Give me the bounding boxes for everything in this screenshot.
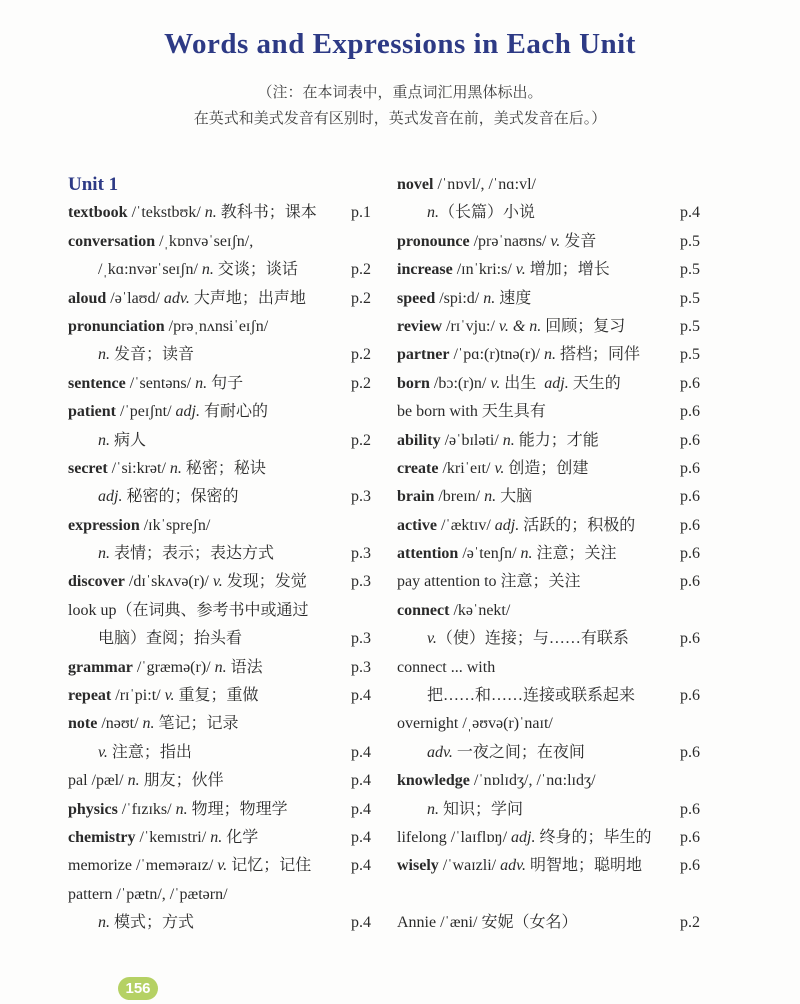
vocab-line: [397, 824, 700, 852]
vocab-line: [397, 767, 700, 795]
page-ref: p.5: [680, 289, 700, 307]
vocab-line: [68, 256, 371, 284]
entry-text: n. 知识；学问: [427, 800, 524, 818]
vocab-line: [397, 909, 700, 937]
vocab-line: [68, 370, 371, 398]
vocab-line: [68, 228, 371, 256]
page-ref: p.5: [680, 317, 700, 335]
vocab-line: [397, 228, 700, 256]
entry-text: pattern /ˈpætn/, /ˈpætərn/: [68, 885, 228, 903]
vocab-line: [68, 341, 371, 369]
vocab-line: [397, 285, 700, 313]
page-ref: p.6: [680, 800, 700, 818]
page-ref: p.2: [351, 261, 371, 279]
entry-text: look up（在词典、参考书中或通过: [68, 601, 309, 619]
entry-text: Annie /ˈæni/ 安妮（女名）: [397, 914, 578, 932]
page-ref: p.2: [351, 431, 371, 449]
entry-text: memorize /ˈmeməraɪz/ v. 记忆；记住: [68, 857, 312, 875]
page-ref: p.5: [680, 232, 700, 250]
vocab-line: [397, 881, 700, 909]
page-ref: p.3: [351, 630, 371, 648]
page-ref: p.2: [351, 374, 371, 392]
entry-text: conversation /ˌkɒnvəˈseɪʃn/,: [68, 232, 254, 250]
note-line-1: （注：在本词表中，重点词汇用黑体标出。: [257, 85, 543, 101]
entry-text: review /rɪˈvju:/ v. & n. 回顾；复习: [397, 317, 626, 335]
page-ref: p.6: [680, 857, 700, 875]
entry-text: expression /ɪkˈspreʃn/: [68, 516, 211, 534]
page-ref: p.6: [680, 374, 700, 392]
entry-text: textbook /ˈtekstbʊk/ n. 教科书；课本: [68, 204, 317, 222]
vocab-line: [68, 597, 371, 625]
vocab-line: [397, 710, 700, 738]
unit-heading: [68, 171, 371, 199]
entry-text: 把……和……连接或联系起来: [427, 687, 636, 705]
vocab-line: [68, 540, 371, 568]
entry-text: attention /əˈtenʃn/ n. 注意；关注: [397, 545, 617, 563]
entry-text: 电脑）查阅；抬头看: [98, 630, 243, 648]
vocab-line: [68, 881, 371, 909]
page-ref: p.4: [351, 743, 371, 761]
vocab-line: [397, 370, 700, 398]
vocab-line: [397, 625, 700, 653]
vocab-line: [68, 313, 371, 341]
vocab-line: [397, 597, 700, 625]
entry-text: partner /ˈpɑ:(r)tnə(r)/ n. 搭档；同伴: [397, 346, 640, 364]
vocab-line: [68, 285, 371, 313]
page-ref: p.5: [680, 261, 700, 279]
page-ref: p.4: [680, 204, 700, 222]
vocab-line: [397, 654, 700, 682]
entry-text: adv. 一夜之间；在夜间: [427, 743, 585, 761]
vocab-line: [397, 199, 700, 227]
entry-text: n. 发音；读音: [98, 346, 195, 364]
note-line-2: 在英式和美式发音有区别时，英式发音在前，美式发音在后。）: [193, 111, 607, 127]
entry-text: Unit 1: [68, 174, 119, 195]
note-block: [0, 80, 800, 132]
page-ref: p.6: [680, 687, 700, 705]
entry-text: novel /ˈnɒvl/, /ˈnɑ:vl/: [397, 176, 536, 193]
vocab-line: [68, 739, 371, 767]
entry-text: active /ˈæktɪv/ adj. 活跃的；积极的: [397, 516, 636, 534]
vocab-line: [397, 739, 700, 767]
vocab-line: [68, 568, 371, 596]
entry-text: note /nəʊt/ n. 笔记；记录: [68, 715, 239, 733]
entry-text: aloud /əˈlaʊd/ adv. 大声地；出声地: [68, 289, 306, 307]
vocab-line: [397, 796, 700, 824]
vocab-line: [397, 852, 700, 880]
vocab-line: [68, 909, 371, 937]
entry-text: /ˌkɑ:nvərˈseɪʃn/ n. 交谈；谈话: [98, 261, 298, 279]
vocab-line: [68, 796, 371, 824]
entry-text: patient /ˈpeɪʃnt/ adj. 有耐心的: [68, 403, 269, 421]
vocab-line: [397, 483, 700, 511]
page-ref: p.3: [351, 573, 371, 591]
entry-text: ability /əˈbɪləti/ n. 能力；才能: [397, 431, 599, 449]
entry-text: brain /breɪn/ n. 大脑: [397, 488, 533, 506]
vocab-line: [397, 313, 700, 341]
entry-text: connect ... with: [397, 658, 496, 676]
page-ref: p.2: [351, 346, 371, 364]
page-ref: p.3: [351, 658, 371, 676]
vocab-line: [68, 199, 371, 227]
page-ref: p.2: [351, 289, 371, 307]
vocab-columns: [68, 171, 700, 938]
vocab-line: [68, 427, 371, 455]
vocab-line: [397, 341, 700, 369]
vocab-line: [68, 852, 371, 880]
page-number-badge: 156: [118, 977, 158, 1000]
entry-text: repeat /rɪˈpi:t/ v. 重复；重做: [68, 687, 259, 705]
entry-text: pal /pæl/ n. 朋友；伙伴: [68, 772, 224, 790]
entry-text: grammar /ˈgræmə(r)/ n. 语法: [68, 658, 263, 676]
entry-text: lifelong /ˈlaɪflɒŋ/ adj. 终身的；毕生的: [397, 828, 652, 846]
entry-text: sentence /ˈsentəns/ n. 句子: [68, 374, 244, 392]
entry-text: n. 病人: [98, 431, 147, 449]
vocab-line: [68, 682, 371, 710]
vocab-line: [68, 625, 371, 653]
vocab-line: [397, 427, 700, 455]
page-ref: p.4: [351, 687, 371, 705]
page-ref: p.4: [351, 857, 371, 875]
vocab-line: [68, 654, 371, 682]
vocab-line: [68, 512, 371, 540]
entry-text: speed /spi:d/ n. 速度: [397, 289, 532, 307]
page-ref: p.6: [680, 431, 700, 449]
page-ref: p.4: [351, 772, 371, 790]
entry-text: wisely /ˈwaɪzli/ adv. 明智地；聪明地: [397, 857, 643, 875]
entry-text: be born with 天生具有: [397, 403, 546, 421]
vocab-line: [397, 540, 700, 568]
entry-text: secret /ˈsi:krət/ n. 秘密；秘诀: [68, 459, 266, 477]
vocab-line: [68, 824, 371, 852]
vocab-line: [68, 710, 371, 738]
page-ref: p.6: [680, 459, 700, 477]
page-ref: p.6: [680, 573, 700, 591]
page-ref: p.4: [351, 800, 371, 818]
page-ref: p.5: [680, 346, 700, 364]
entry-text: n. 模式；方式: [98, 914, 195, 932]
vocab-line: [397, 568, 700, 596]
page-ref: p.3: [351, 488, 371, 506]
entry-text: knowledge /ˈnɒlɪdʒ/, /ˈnɑ:lɪdʒ/: [397, 772, 596, 790]
page-ref: p.6: [680, 516, 700, 534]
entry-text: pay attention to 注意；关注: [397, 573, 581, 591]
entry-text: create /kriˈeɪt/ v. 创造；创建: [397, 459, 589, 477]
vocab-line: [397, 398, 700, 426]
entry-text: discover /dɪˈskʌvə(r)/ v. 发现；发觉: [68, 573, 307, 591]
vocab-line: [68, 398, 371, 426]
entry-text: pronunciation /prəˌnʌnsiˈeɪʃn/: [68, 317, 269, 335]
vocab-line: [397, 455, 700, 483]
entry-text: pronounce /prəˈnaʊns/ v. 发音: [397, 232, 597, 250]
page-ref: p.1: [351, 204, 371, 222]
entry-text: chemistry /ˈkemɪstri/ n. 化学: [68, 828, 259, 846]
entry-text: v. 注意；指出: [98, 743, 192, 761]
vocab-line: [68, 767, 371, 795]
page-ref: p.6: [680, 403, 700, 421]
vocab-line: [68, 455, 371, 483]
page-title: Words and Expressions in Each Unit: [164, 28, 636, 60]
vocab-line: [397, 512, 700, 540]
vocab-column-left: [68, 171, 371, 938]
vocab-line: [397, 256, 700, 284]
entry-text: born /bɔ:(r)n/ v. 出生 adj. 天生的: [397, 374, 621, 392]
page-ref: p.3: [351, 545, 371, 563]
entry-text: overnight /ˌəʊvə(r)ˈnaɪt/: [397, 715, 553, 733]
entry-text: n. 表情；表示；表达方式: [98, 545, 275, 563]
page-ref: p.6: [680, 828, 700, 846]
vocab-line: [68, 483, 371, 511]
page-ref: p.2: [680, 914, 700, 932]
page-ref: p.4: [351, 914, 371, 932]
entry-text: n.（长篇）小说: [427, 204, 536, 222]
page-ref: p.4: [351, 828, 371, 846]
vocab-line: [397, 171, 700, 199]
page-ref: p.6: [680, 488, 700, 506]
page-ref: p.6: [680, 545, 700, 563]
entry-text: v.（使）连接；与……有联系: [427, 630, 629, 648]
page-ref: p.6: [680, 743, 700, 761]
vocab-column-right: [397, 171, 700, 938]
entry-text: connect /kəˈnekt/: [397, 601, 511, 619]
entry-text: physics /ˈfɪzɪks/ n. 物理；物理学: [68, 800, 288, 818]
page-ref: p.6: [680, 630, 700, 648]
vocab-line: [397, 682, 700, 710]
entry-text: adj. 秘密的；保密的: [98, 488, 239, 506]
entry-text: increase /ɪnˈkri:s/ v. 增加；增长: [397, 261, 610, 279]
